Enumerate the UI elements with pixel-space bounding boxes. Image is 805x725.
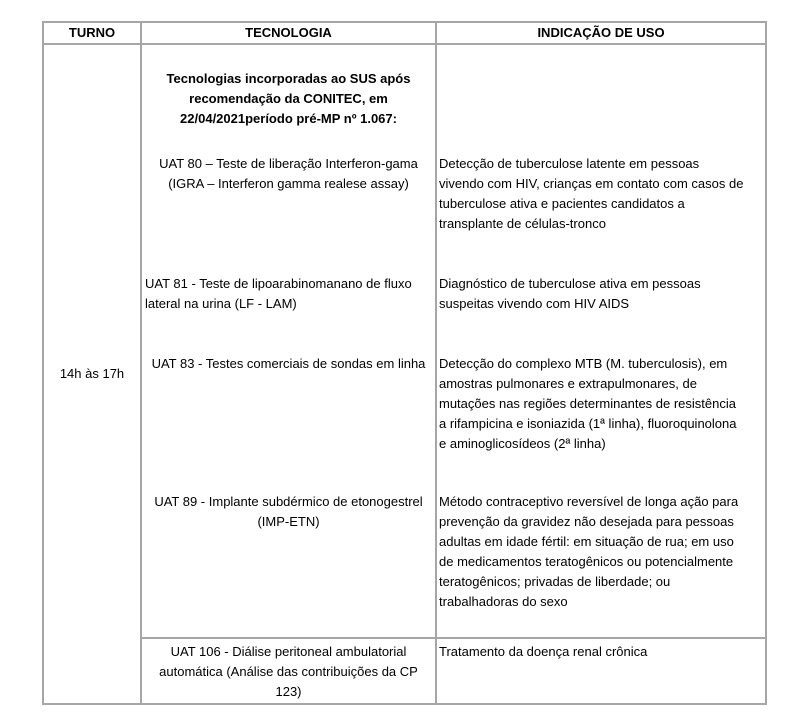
column-divider-2 [435, 21, 437, 705]
turno-value: 14h às 17h [59, 366, 125, 381]
row-divider-last [140, 637, 767, 639]
tech-uat-83: UAT 83 - Testes comerciais de sondas em linha [151, 356, 426, 371]
header-turno: TURNO [68, 25, 116, 40]
tech-uat-81: UAT 81 - Teste de lipoarabinomanano de fluxo lateral na urina (LF - LAM) [145, 276, 412, 311]
use-uat-81: Diagnóstico de tuberculose ativa em pessoas suspeitas vivendo com HIV AIDS [439, 276, 701, 311]
use-uat-80: Detecção de tuberculose latente em pessoas vivendo com HIV, crianças em contato com casos de tuberculose ativa e pacientes candidatos a transplante de células-tronco [439, 156, 744, 231]
use-uat-89: Método contraceptivo reversível de longa ação para prevenção da gravidez não desejada para pessoas adultas em idade fértil: em situação de rua; em uso de medicamentos teratogênicos ou potencialmente teratogênicos; privadas de liberdade; ou trabalhadoras do sexo [439, 494, 739, 609]
use-uat-106: Tratamento da doença renal crônica [439, 644, 648, 659]
tech-uat-80: UAT 80 – Teste de liberação Interferon-gama (IGRA – Interferon gamma realese assay) [159, 156, 418, 191]
tech-uat-89: UAT 89 - Implante subdérmico de etonogestrel (IMP-ETN) [154, 494, 423, 529]
header-divider [42, 43, 767, 45]
intro-text: Tecnologias incorporadas ao SUS após recomendação da CONITEC, em 22/04/2021período pré-MP nº 1.067: [166, 71, 411, 126]
header-indicacao: INDICAÇÃO DE USO [537, 25, 665, 40]
use-uat-83: Detecção do complexo MTB (M. tuberculosis), em amostras pulmonares e extrapulmonares, de mutações nas regiões determinantes de resistência a rifampicina e isoniazida (1ª linha), fluoroquinolona e aminoglicosídeos (2ª linha) [439, 356, 737, 451]
tech-uat-106: UAT 106 - Diálise peritoneal ambulatorial automática (Análise das contribuições da CP 123) [159, 644, 418, 699]
header-tecnologia: TECNOLOGIA [245, 25, 332, 40]
